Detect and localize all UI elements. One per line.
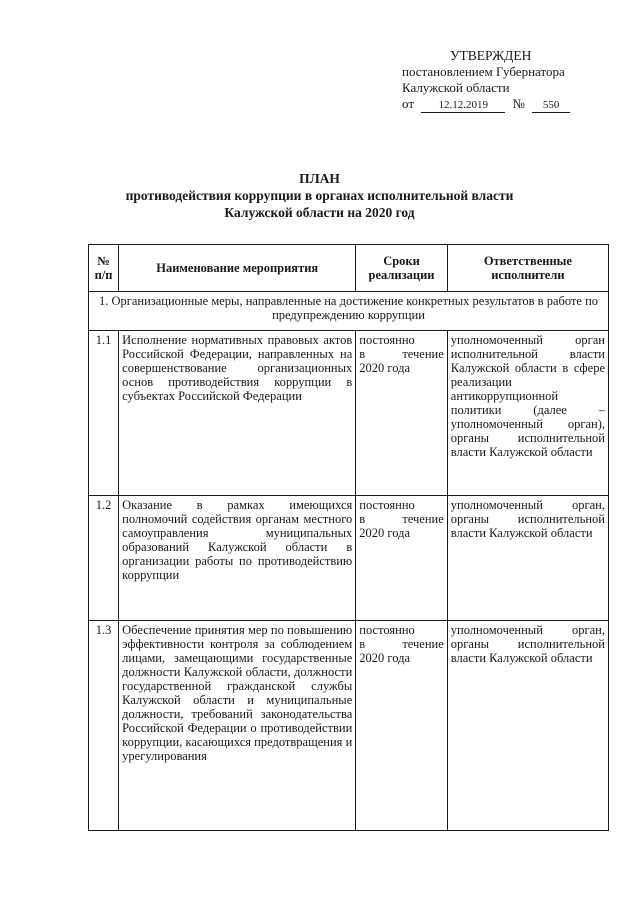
header-num: № п/п	[89, 245, 119, 292]
row-resp: уполномоченный орган исполнительной власти Калужской области в сфере реализации антикоррупционной политики (далее – уполномоченный орган), органы исполнительной власти Калужской области	[447, 331, 608, 496]
row-name: Обеспечение принятия мер по повышению эффективности контроля за соблюдением лицами, замещающими государственные должности Калужской области, должности государственной гражданской службы Калужской области и муниципальные должности, требований законодательства Российской Федерации о противодействии коррупции, касающихся предотвращения и урегулирования	[119, 621, 356, 831]
plan-table	[88, 244, 609, 831]
term-b1: в	[359, 637, 366, 651]
row-resp: уполномоченный орган, органы исполнительной власти Калужской области	[447, 621, 608, 831]
term-b1: в	[359, 512, 366, 526]
header-term: Сроки реализации	[356, 245, 448, 292]
term-b	[359, 637, 444, 651]
header-name: Наименование мероприятия	[119, 245, 356, 292]
term-c: 2020 года	[359, 361, 411, 375]
approval-number: 550	[532, 99, 570, 113]
term-a: постоянно	[359, 623, 415, 637]
term-b2: течение	[402, 637, 444, 651]
row-term	[356, 621, 448, 831]
term-c: 2020 года	[359, 526, 411, 540]
approval-date-line	[402, 96, 622, 113]
row-num: 1.3	[89, 621, 119, 831]
table-header-row	[89, 245, 609, 292]
section-row	[89, 292, 609, 331]
document-title	[0, 170, 639, 221]
approval-stamp: УТВЕРЖДЕН	[450, 48, 532, 63]
table-row	[89, 621, 609, 831]
term-a: постоянно	[359, 498, 415, 512]
term-b2: течение	[402, 347, 444, 361]
term-b1: в	[359, 347, 366, 361]
term-a: постоянно	[359, 333, 415, 347]
row-num: 1.2	[89, 496, 119, 621]
row-resp: уполномоченный орган, органы исполнительной власти Калужской области	[447, 496, 608, 621]
approval-line-1: постановлением Губернатора	[402, 64, 565, 79]
term-b	[359, 512, 444, 526]
row-term	[356, 331, 448, 496]
row-num: 1.1	[89, 331, 119, 496]
approval-number-sign: №	[512, 96, 525, 111]
approval-line-2: Калужской области	[402, 80, 510, 95]
table-row	[89, 331, 609, 496]
approval-date: 12.12.2019	[421, 99, 505, 113]
header-resp: Ответственные исполнители	[447, 245, 608, 292]
row-term	[356, 496, 448, 621]
approval-from-label: от	[402, 96, 415, 111]
term-c: 2020 года	[359, 651, 411, 665]
row-name: Исполнение нормативных правовых актов Российской Федерации, направленных на совершенствование организационных основ противодействия коррупции в субъектах Российской Федерации	[119, 331, 356, 496]
table-row	[89, 496, 609, 621]
section-1-title: 1. Организационные меры, направленные на достижение конкретных результатов в работе по предупреждению коррупции	[89, 292, 609, 331]
term-b	[359, 347, 444, 361]
title-line-1: ПЛАН	[299, 171, 340, 186]
term-b2: течение	[402, 512, 444, 526]
title-line-3: Калужской области на 2020 год	[224, 205, 415, 220]
title-line-2: противодействия коррупции в органах исполнительной власти	[125, 188, 514, 203]
approval-block	[402, 48, 622, 113]
row-name: Оказание в рамках имеющихся полномочий содействия органам местного самоуправления муниципальных образований Калужской области в организации работы по противодействию коррупции	[119, 496, 356, 621]
